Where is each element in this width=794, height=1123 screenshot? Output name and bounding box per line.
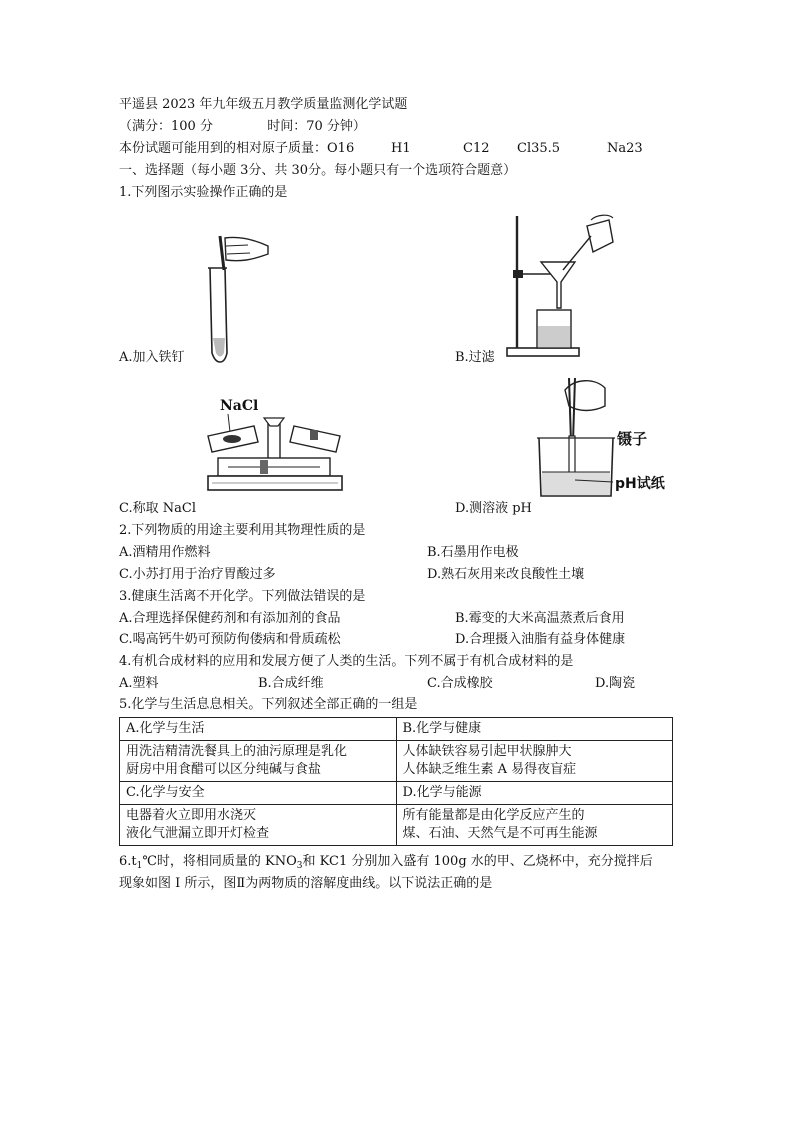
q5-cell-d-head: D.化学与能源: [396, 782, 673, 805]
nacl-label: NaCl: [220, 398, 259, 414]
q2-option-a: A.酒精用作燃料: [119, 545, 211, 560]
q4-option-a: A.塑料: [119, 676, 159, 691]
exam-meta: [119, 118, 366, 136]
q1-option-a: A.加入铁钉: [119, 350, 185, 365]
q1-option-c: C.称取 NaCl: [119, 501, 196, 516]
q3-option-a: A.合理选择保健药剂和有添加剂的食品: [119, 611, 341, 626]
ph-paper-label: pH试纸: [615, 476, 665, 492]
q4-option-b: B.合成纤维: [258, 676, 324, 691]
exam-title: 平遥县 2023 年九年级五月教学质量监测化学试题: [119, 97, 408, 112]
atom-mass: H1: [391, 141, 411, 156]
q5-d-item: 煤、石油、天然气是不可再生能源: [402, 826, 598, 841]
q2-option-c: C.小苏打用于治疗胃酸过多: [119, 567, 276, 582]
full-score: （满分：100 分: [119, 119, 213, 134]
time-limit: 时间：70 分钟）: [267, 119, 366, 134]
q6-stem-part: 和 KC1 分别加入盛有 100g 水的甲、乙烧杯中，充分搅拌后: [302, 854, 653, 869]
q5-a-item: 用洗洁精清洗餐具上的油污原理是乳化: [126, 744, 348, 759]
question-4-stem: 4.有机合成材料的应用和发展方便了人类的生活。下列不属于有机合成材料的是: [119, 654, 574, 669]
atom-mass: C12: [463, 141, 490, 156]
figure-weigh-nacl: [198, 396, 353, 506]
atom-mass: O16: [327, 141, 355, 156]
q5-cell-c-body: [120, 805, 397, 846]
q1-option-d: D.测溶液 pH: [455, 501, 532, 516]
q5-a-item: 厨房中用食醋可以区分纯碱与食盐: [126, 762, 322, 777]
q5-cell-b-body: [396, 741, 673, 782]
q5-cell-a-head: A.化学与生活: [120, 718, 397, 741]
q5-d-item: 所有能量都是由化学反应产生的: [402, 808, 585, 823]
tweezers-label: 镊子: [617, 430, 648, 448]
q5-b-item: 人体缺铁容易引起甲状腺肿大: [402, 744, 572, 759]
q5-c-item: 液化气泄漏立即开灯检查: [126, 826, 270, 841]
q4-option-d: D.陶瓷: [595, 676, 636, 691]
q3-option-d: D.合理摄入油脂有益身体健康: [455, 632, 626, 647]
q6-stem-sub: 3: [296, 861, 303, 871]
atom-mass: Cl35.5: [517, 141, 561, 156]
q5-cell-b-head: B.化学与健康: [396, 718, 673, 741]
question-5-stem: 5.化学与生活息息相关。下列叙述全部正确的一组是: [119, 697, 418, 712]
section-heading: 一、选择题（每小题 3分、共 30分。每小题只有一个选项符合题意）: [119, 163, 517, 178]
q5-b-item: 人体缺乏维生素 A 易得夜盲症: [402, 762, 577, 777]
q6-stem-part: ℃时，将相同质量的 KNO: [142, 854, 297, 869]
q6-stem-part: 6.t: [119, 854, 137, 869]
question-1-stem: 1.下列图示实验操作正确的是: [119, 185, 288, 200]
question-6-stem-line2: 现象如图 I 所示，图Ⅱ为两物质的溶解度曲线。以下说法正确的是: [119, 876, 493, 891]
q5-c-item: 电器着火立即用水浇灭: [126, 808, 257, 823]
q5-cell-c-head: C.化学与安全: [120, 782, 397, 805]
q4-option-c: C.合成橡胶: [427, 676, 493, 691]
atomic-masses: [119, 140, 643, 158]
figure-add-iron-nail: [190, 228, 280, 363]
atom-mass: Na23: [607, 141, 643, 156]
q6-stem-sub: 1: [136, 861, 143, 871]
figure-measure-ph: [535, 372, 670, 504]
q5-cell-a-body: [120, 741, 397, 782]
question-2-stem: 2.下列物质的用途主要利用其物理性质的是: [119, 523, 366, 538]
q2-option-d: D.熟石灰用来改良酸性土壤: [427, 567, 585, 582]
q5-cell-d-body: [396, 805, 673, 846]
q3-option-c: C.喝高钙牛奶可预防佝偻病和骨质疏松: [119, 632, 341, 647]
atomic-masses-label: 本份试题可能用到的相对原子质量：: [119, 141, 328, 156]
question-3-stem: 3.健康生活离不开化学。下列做法错误的是: [119, 589, 366, 604]
q5-options-table: [119, 717, 673, 846]
figure-filtration: [505, 212, 615, 360]
q2-option-b: B.石墨用作电极: [427, 545, 519, 560]
q3-option-b: B.霉变的大米高温蒸煮后食用: [455, 611, 625, 626]
question-6-stem: [119, 853, 653, 875]
q1-option-b: B.过滤: [455, 350, 495, 365]
